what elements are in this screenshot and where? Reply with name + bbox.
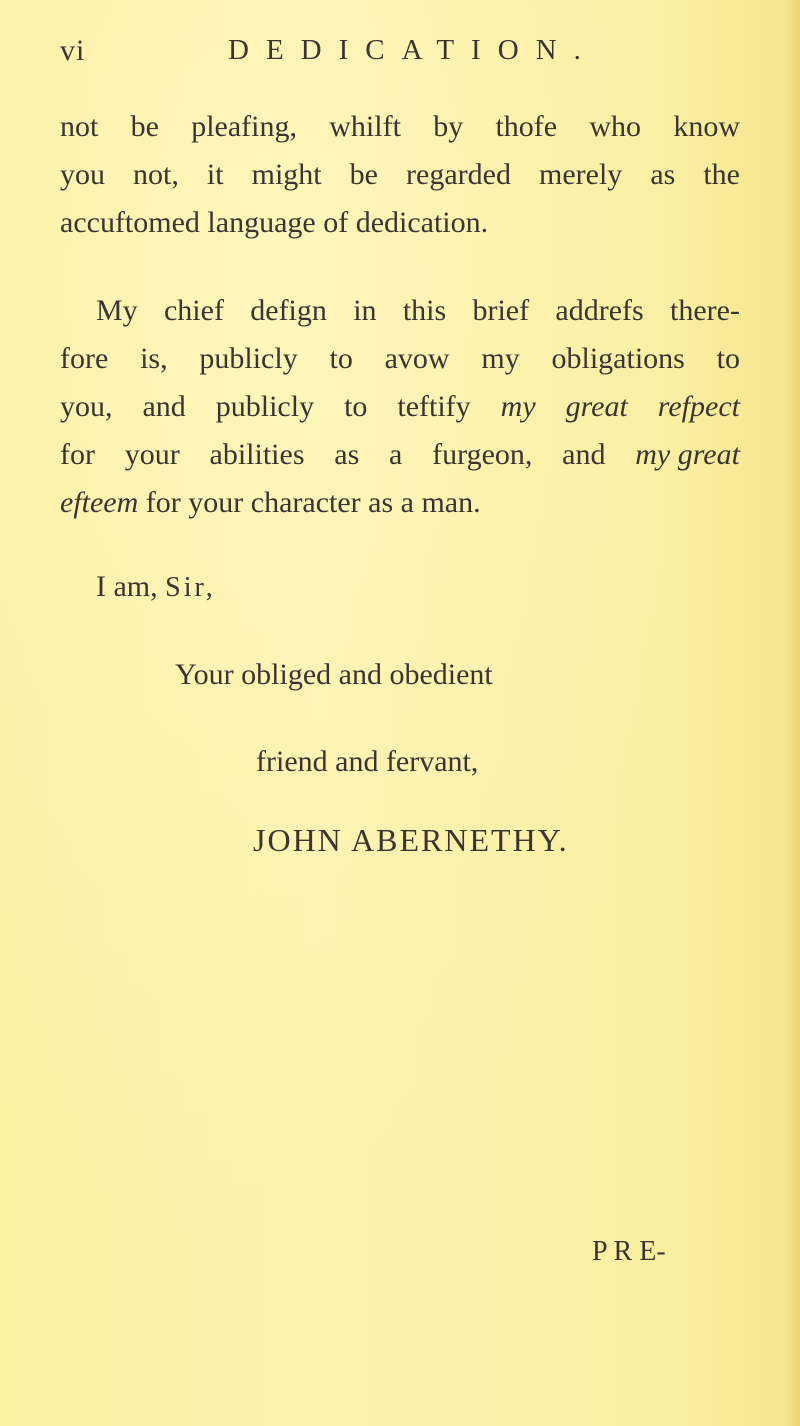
word: thofe bbox=[495, 110, 558, 143]
word: who bbox=[589, 110, 642, 143]
text-run: I am, bbox=[96, 570, 166, 603]
word: as bbox=[334, 438, 360, 471]
word: a bbox=[389, 438, 403, 471]
word: furgeon, bbox=[432, 438, 533, 471]
valediction: Your obliged and obedient bbox=[175, 658, 493, 691]
word: to bbox=[716, 342, 740, 375]
word: fore bbox=[60, 342, 109, 375]
word: and bbox=[562, 438, 606, 471]
word: and bbox=[142, 390, 186, 423]
word: addrefs bbox=[555, 294, 644, 327]
word: merely bbox=[538, 158, 623, 191]
word: you bbox=[60, 158, 105, 191]
word: you, bbox=[60, 390, 113, 423]
italic-word: great bbox=[565, 390, 628, 423]
text-line: accuftomed language of dedication. bbox=[60, 206, 489, 239]
running-head: DEDICATION. bbox=[228, 34, 598, 66]
word: this bbox=[402, 294, 447, 327]
text-run: for your character as a man. bbox=[138, 486, 481, 519]
text-line bbox=[96, 296, 740, 326]
page-header bbox=[60, 34, 760, 74]
word: avow bbox=[384, 342, 450, 375]
word: teftify bbox=[397, 390, 471, 423]
word: My bbox=[96, 294, 138, 327]
page-edge-shadow bbox=[786, 0, 800, 1426]
italic-word: my great bbox=[635, 438, 740, 471]
word: not, bbox=[133, 158, 179, 191]
word: publicly bbox=[215, 390, 315, 423]
word: whilft bbox=[329, 110, 401, 143]
text-line bbox=[60, 112, 740, 142]
word: obligations bbox=[551, 342, 685, 375]
word: be bbox=[349, 158, 378, 191]
salutation bbox=[96, 572, 216, 602]
word: pleafing, bbox=[191, 110, 297, 143]
italic-word: refpect bbox=[657, 390, 740, 423]
word: as bbox=[650, 158, 676, 191]
word: to bbox=[329, 342, 353, 375]
signature: JOHN ABERNETHY. bbox=[253, 822, 569, 858]
word: chief bbox=[163, 294, 224, 327]
word: there- bbox=[670, 294, 740, 327]
text-line bbox=[60, 440, 740, 470]
word: abilities bbox=[209, 438, 305, 471]
word: the bbox=[703, 158, 740, 191]
word: it bbox=[206, 158, 224, 191]
valediction: friend and fervant, bbox=[256, 745, 479, 778]
word: not bbox=[60, 110, 99, 143]
word: publicly bbox=[199, 342, 298, 375]
word: my bbox=[481, 342, 520, 375]
italic-word: efteem bbox=[60, 486, 139, 519]
word: brief bbox=[472, 294, 530, 327]
text-line bbox=[60, 392, 740, 422]
word: defign bbox=[250, 294, 327, 327]
text-line bbox=[60, 488, 481, 518]
word: be bbox=[130, 110, 159, 143]
word: regarded bbox=[406, 158, 511, 191]
word: by bbox=[433, 110, 464, 143]
word: to bbox=[344, 390, 368, 423]
word: in bbox=[353, 294, 377, 327]
small-caps-text: Sir, bbox=[165, 572, 216, 603]
text-line bbox=[60, 344, 740, 374]
word: your bbox=[124, 438, 180, 471]
word: is, bbox=[140, 342, 168, 375]
page-number: vi bbox=[60, 34, 86, 67]
italic-word: my bbox=[500, 390, 536, 423]
catchword: P R E- bbox=[592, 1236, 666, 1267]
text-line bbox=[60, 160, 740, 190]
word: know bbox=[673, 110, 740, 143]
word: for bbox=[60, 438, 95, 471]
word: might bbox=[251, 158, 322, 191]
